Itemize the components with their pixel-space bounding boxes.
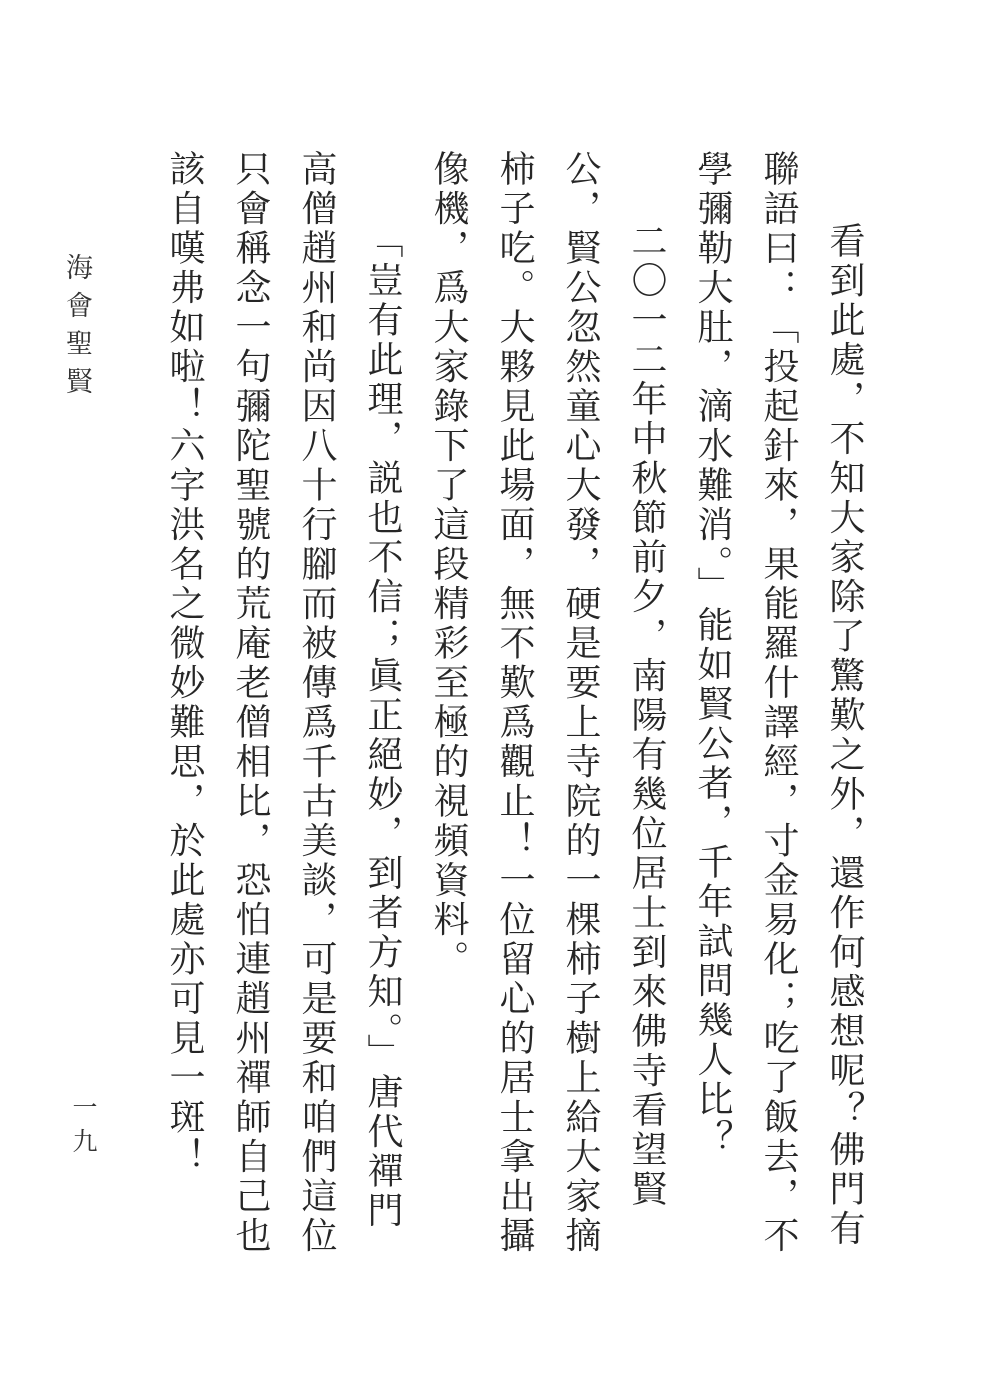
page-number: 一九	[69, 1094, 96, 1162]
paragraph-1: 看到此處，不知大家除了驚歎之外，還作何感想呢？佛門有聯語曰：「投起針來，果能羅什譯經，寸金易化；吃了飯去，不學彌勒大肚，滴水難消。」能如賢公者，千年試問幾人比？	[693, 150, 865, 1256]
running-title: 海會聖賢	[62, 253, 92, 405]
paragraph-3: 「豈有此理，説也不信；眞正絕妙，到者方知。」唐代禪門高僧趙州和尚因八十行腳而被傳爲千古美談，可是要和咱們這位只會稱念一句彌陀聖號的荒庵老僧相比，恐怕連趙州禪師自己也該自嘆弗如啦！六字洪名之微妙難思，於此處亦可見一斑！	[165, 150, 403, 1256]
main-text-block	[134, 150, 878, 1258]
paragraph-2: 二〇一二年中秋節前夕，南陽有幾位居士到來佛寺看望賢公，賢公忽然童心大發，硬是要上寺院的一棵柿子樹上給大家摘柿子吃。大夥見此場面，無不歎爲觀止！一位留心的居士拿出攝像機，爲大家錄下了這段精彩至極的視頻資料。	[429, 150, 667, 1256]
